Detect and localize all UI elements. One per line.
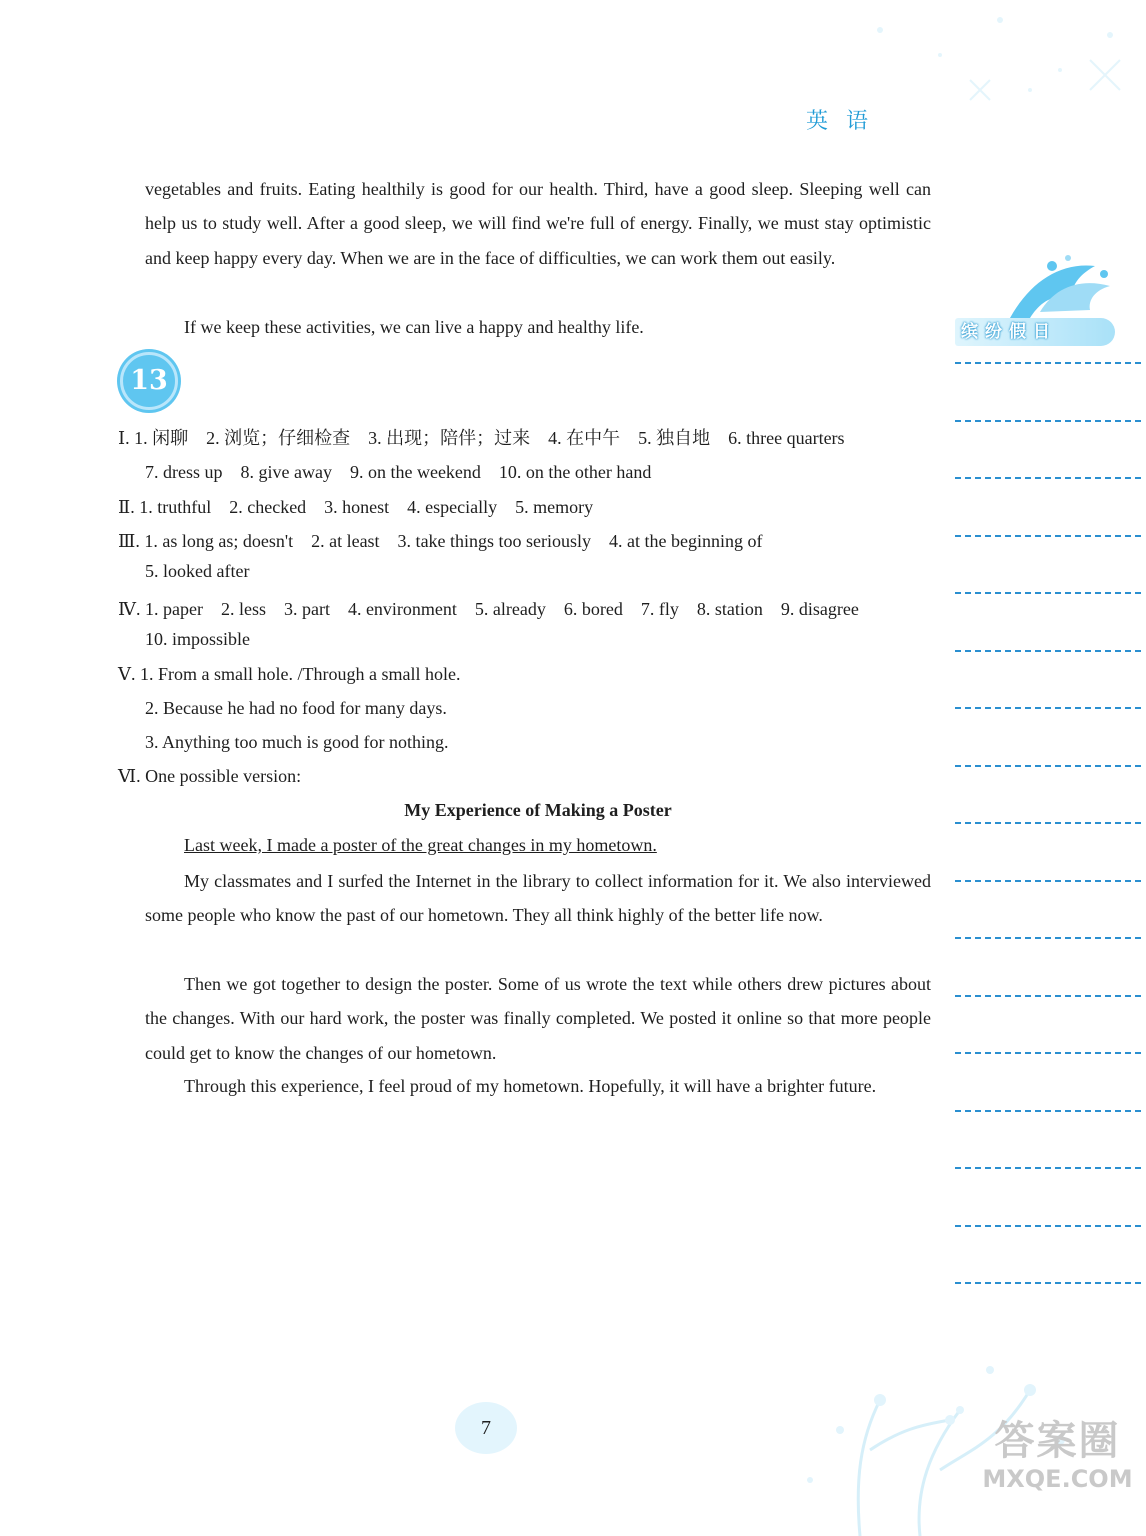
wave-splash-icon [1000,252,1120,322]
watermark-logo-text: 答案圈 [994,1418,1121,1464]
note-line [955,937,1141,939]
note-line [955,477,1141,479]
note-line [955,1167,1141,1169]
answer-III-line-2: 5. looked after [145,561,250,581]
answer-I-line-2: 7. dress up 8. give away 9. on the weekend 10. on the other hand [145,462,652,482]
note-line [955,707,1141,709]
answer-V-line-2: 2. Because he had no food for many days. [145,698,447,718]
note-line [955,650,1141,652]
answer-IV-line-2: 10. impossible [145,629,251,649]
answer-III-line-1: Ⅲ. 1. as long as; doesn't 2. at least 3. take things too seriously 4. at the beginning of [118,531,763,551]
subject-header: 英语 [806,109,887,134]
note-line [955,420,1141,422]
essay-title: My Experience of Making a Poster [404,800,672,820]
note-line [955,1282,1141,1284]
note-line [955,535,1141,537]
note-line [955,880,1141,882]
note-line [955,1052,1141,1054]
watermark [975,1418,1140,1494]
note-line [955,822,1141,824]
note-line [955,765,1141,767]
section-number-badge: 13 [120,352,178,410]
essay-paragraph-2: My classmates and I surfed the Internet in the library to collect information for it. We also interviewed some people who know the past of our hometown. They all think highly of the better life now. [145,871,931,926]
essay-paragraph-1: Last week, I made a poster of the great changes in my hometown. [184,835,657,855]
answer-IV-line-1: Ⅳ. 1. paper 2. less 3. part 4. environment 5. already 6. bored 7. fly 8. station 9. disagree [118,599,859,619]
snowflake-decoration-icon [820,0,1146,110]
watermark-site-text: MXQE.COM [982,1465,1133,1493]
note-line [955,592,1141,594]
answer-V-line-3: 3. Anything too much is good for nothing. [145,732,449,752]
page-number: 7 [455,1402,517,1454]
intro-paragraph-1: vegetables and fruits. Eating healthily is good for our health. Third, have a good sleep. Sleeping well can help us to study well. After a good sleep, we will find we're full of energy. Finally, we must stay optimistic and keep happy every day. When we are in the face of difficulties, we can work them out easily. [145,179,931,268]
essay-paragraph-3: Then we got together to design the poster. Some of us wrote the text while others drew pictures about the changes. With our hard work, the poster was finally completed. We posted it online so that more people could get to know the changes of our hometown. [145,974,931,1063]
note-line [955,995,1141,997]
note-line [955,1225,1141,1227]
essay-paragraph-4: Through this experience, I feel proud of my hometown. Hopefully, it will have a brighter future. [184,1076,877,1096]
answer-I-line-1: Ⅰ. 1. 闲聊 2. 浏览；仔细检查 3. 出现；陪伴；过来 4. 在中午 5. 独自地 6. three quarters [118,428,845,448]
holiday-banner: 缤纷假日 [955,318,1115,346]
answer-II-line-1: Ⅱ. 1. truthful 2. checked 3. honest 4. especially 5. memory [118,497,594,517]
intro-paragraph-2: If we keep these activities, we can live a happy and healthy life. [184,317,644,337]
note-line [955,362,1141,364]
answer-VI-line-1: Ⅵ. One possible version: [118,766,302,786]
note-line [955,1110,1141,1112]
answer-V-line-1: Ⅴ. 1. From a small hole. /Through a small hole. [118,664,461,684]
